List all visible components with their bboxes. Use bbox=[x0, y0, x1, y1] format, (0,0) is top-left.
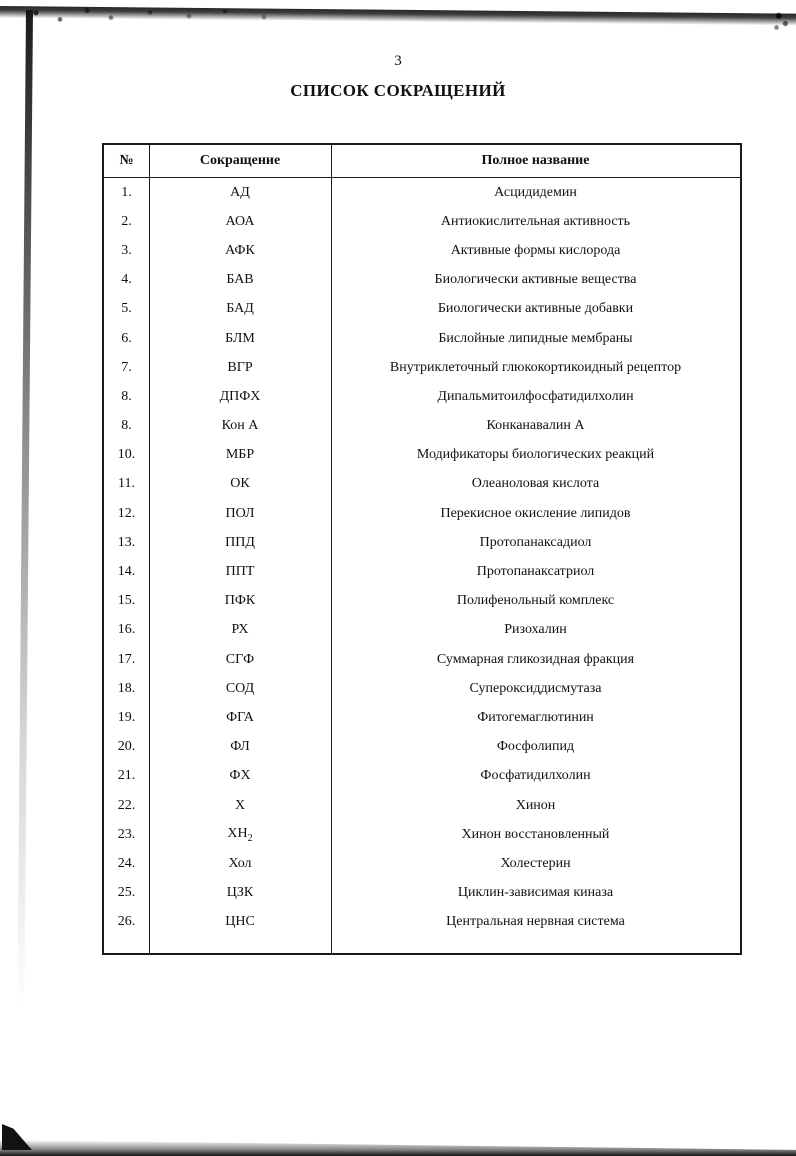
table-row bbox=[104, 266, 740, 295]
cell-number: 26. bbox=[117, 914, 136, 930]
cell-abbreviation: БЛМ bbox=[225, 330, 255, 346]
cell-abbreviation: РХ bbox=[231, 622, 249, 638]
cell-abbreviation: БАД bbox=[226, 301, 254, 317]
cell-full-name: Суммарная гликозидная фракция bbox=[436, 651, 635, 667]
cell-abbreviation: Кон А bbox=[221, 418, 259, 434]
table-row bbox=[104, 499, 740, 528]
cell-full-name: Протопанаксатриол bbox=[476, 564, 595, 580]
cell-abbreviation: ФЛ bbox=[230, 739, 250, 755]
table-row bbox=[104, 207, 740, 236]
table-row bbox=[104, 849, 740, 878]
cell-full-name: Бислойные липидные мембраны bbox=[438, 330, 633, 346]
cell-abbreviation: ФГА bbox=[226, 709, 254, 725]
cell-number: 15. bbox=[117, 593, 136, 609]
table-body bbox=[104, 178, 740, 953]
scan-noise-top-right bbox=[770, 8, 792, 34]
cell-abbreviation: Х bbox=[234, 797, 246, 813]
cell-number: 6. bbox=[121, 330, 132, 346]
scan-edge-left bbox=[17, 10, 33, 1010]
cell-full-name: Дипальмитоилфосфатидилхолин bbox=[437, 388, 634, 404]
table-row bbox=[104, 762, 740, 791]
cell-number: 5. bbox=[121, 301, 132, 317]
cell-full-name: Ризохалин bbox=[504, 622, 567, 638]
table-row bbox=[104, 324, 740, 353]
table-row bbox=[104, 295, 740, 324]
scan-corner-bottom-left bbox=[2, 1124, 32, 1150]
cell-number: 22. bbox=[117, 797, 136, 813]
cell-full-name: Биологически активные добавки bbox=[437, 301, 634, 317]
cell-number: 7. bbox=[121, 359, 132, 375]
table-row bbox=[104, 674, 740, 703]
abbreviation-text: ХН bbox=[227, 825, 248, 841]
cell-abbreviation: ППД bbox=[225, 534, 255, 550]
cell-number: 2. bbox=[121, 213, 132, 229]
column-header-number: № bbox=[119, 153, 134, 168]
cell-full-name: Хинон bbox=[515, 797, 556, 813]
table-row bbox=[104, 178, 740, 207]
cell-full-name: Модификаторы биологических реакций bbox=[416, 447, 655, 463]
cell-abbreviation: СГФ bbox=[225, 651, 255, 667]
cell-number: 24. bbox=[117, 855, 136, 871]
cell-number: 21. bbox=[117, 768, 136, 784]
scan-edge-top bbox=[0, 6, 796, 26]
cell-number: 25. bbox=[117, 885, 136, 901]
table-row bbox=[104, 908, 740, 937]
cell-number: 20. bbox=[117, 739, 136, 755]
cell-abbreviation: Хол bbox=[228, 855, 252, 871]
cell-full-name: Внутриклеточный глюкокортикоидный рецептор bbox=[389, 359, 682, 375]
cell-number: 23. bbox=[117, 826, 136, 842]
table-row bbox=[104, 412, 740, 441]
cell-abbreviation: ОК bbox=[230, 476, 250, 492]
cell-abbreviation: ДПФХ bbox=[219, 388, 261, 404]
cell-number: 12. bbox=[117, 505, 136, 521]
cell-abbreviation: АФК bbox=[225, 242, 255, 258]
cell-abbreviation: ВГР bbox=[227, 359, 253, 375]
cell-abbreviation: АОА bbox=[225, 213, 255, 229]
cell-full-name: Фосфатидилхолин bbox=[480, 768, 591, 784]
cell-full-name: Супероксиддисмутаза bbox=[469, 680, 602, 696]
cell-abbreviation: ЦЗК bbox=[226, 885, 254, 901]
cell-full-name: Циклин-зависимая киназа bbox=[457, 885, 614, 901]
cell-abbreviation: БАВ bbox=[226, 272, 254, 288]
cell-number: 8. bbox=[121, 418, 132, 434]
cell-full-name: Конканавалин А bbox=[486, 418, 585, 434]
abbreviations-table bbox=[102, 143, 742, 955]
table-row bbox=[104, 616, 740, 645]
cell-abbreviation: ЦНС bbox=[225, 914, 255, 930]
table-row bbox=[104, 382, 740, 411]
scan-noise-top-left bbox=[18, 4, 318, 26]
cell-full-name: Активные формы кислорода bbox=[450, 242, 621, 258]
cell-full-name: Протопанаксадиол bbox=[479, 534, 592, 550]
cell-number: 10. bbox=[117, 447, 136, 463]
cell-number: 4. bbox=[121, 272, 132, 288]
cell-number: 17. bbox=[117, 651, 136, 667]
table-row bbox=[104, 820, 740, 849]
table-row bbox=[104, 791, 740, 820]
cell-number: 1. bbox=[121, 184, 132, 200]
cell-abbreviation: СОД bbox=[225, 680, 255, 696]
cell-full-name: Фосфолипид bbox=[496, 739, 575, 755]
column-header-full-name: Полное название bbox=[481, 153, 590, 168]
table-row bbox=[104, 645, 740, 674]
cell-number: 11. bbox=[118, 476, 135, 492]
cell-number: 13. bbox=[117, 534, 136, 550]
cell-full-name: Холестерин bbox=[500, 855, 571, 871]
cell-number: 3. bbox=[121, 242, 132, 258]
cell-abbreviation: ППТ bbox=[225, 564, 255, 580]
cell-number: 14. bbox=[117, 564, 136, 580]
table-row bbox=[104, 703, 740, 732]
table-row bbox=[104, 557, 740, 586]
cell-full-name: Фитогемаглютинин bbox=[477, 709, 594, 725]
table-row bbox=[104, 587, 740, 616]
cell-full-name: Перекисное окисление липидов bbox=[440, 505, 631, 521]
page-title: СПИСОК СОКРАЩЕНИЙ bbox=[290, 81, 506, 100]
cell-full-name: Хинон восстановленный bbox=[461, 826, 610, 842]
cell-full-name: Биологически активные вещества bbox=[434, 272, 637, 288]
abbreviation-subscript: 2 bbox=[247, 832, 253, 844]
column-header-abbreviation: Сокращение bbox=[199, 153, 281, 168]
cell-abbreviation: МБР bbox=[225, 447, 255, 463]
cell-number: 16. bbox=[117, 622, 136, 638]
cell-abbreviation: АД bbox=[230, 184, 250, 200]
cell-abbreviation: ПОЛ bbox=[225, 505, 255, 521]
cell-full-name: Полифенольный комплекс bbox=[456, 593, 615, 609]
table-row bbox=[104, 441, 740, 470]
cell-abbreviation: ФХ bbox=[229, 768, 251, 784]
cell-number: 19. bbox=[117, 709, 136, 725]
table-row bbox=[104, 353, 740, 382]
table-header-row bbox=[104, 145, 740, 177]
scan-edge-bottom bbox=[0, 1140, 796, 1156]
cell-number: 8. bbox=[121, 388, 132, 404]
page-number: 3 bbox=[394, 53, 402, 69]
cell-full-name: Олеаноловая кислота bbox=[471, 476, 600, 492]
cell-full-name: Асцидидемин bbox=[494, 184, 577, 200]
cell-abbreviation: ПФК bbox=[224, 593, 256, 609]
cell-abbreviation bbox=[149, 826, 331, 844]
cell-number: 18. bbox=[117, 680, 136, 696]
table-row bbox=[104, 236, 740, 265]
table-row bbox=[104, 879, 740, 908]
table-row bbox=[104, 733, 740, 762]
table-row bbox=[104, 470, 740, 499]
table-row bbox=[104, 528, 740, 557]
cell-full-name: Центральная нервная система bbox=[446, 914, 625, 930]
cell-full-name: Антиокислительная активность bbox=[440, 213, 631, 229]
